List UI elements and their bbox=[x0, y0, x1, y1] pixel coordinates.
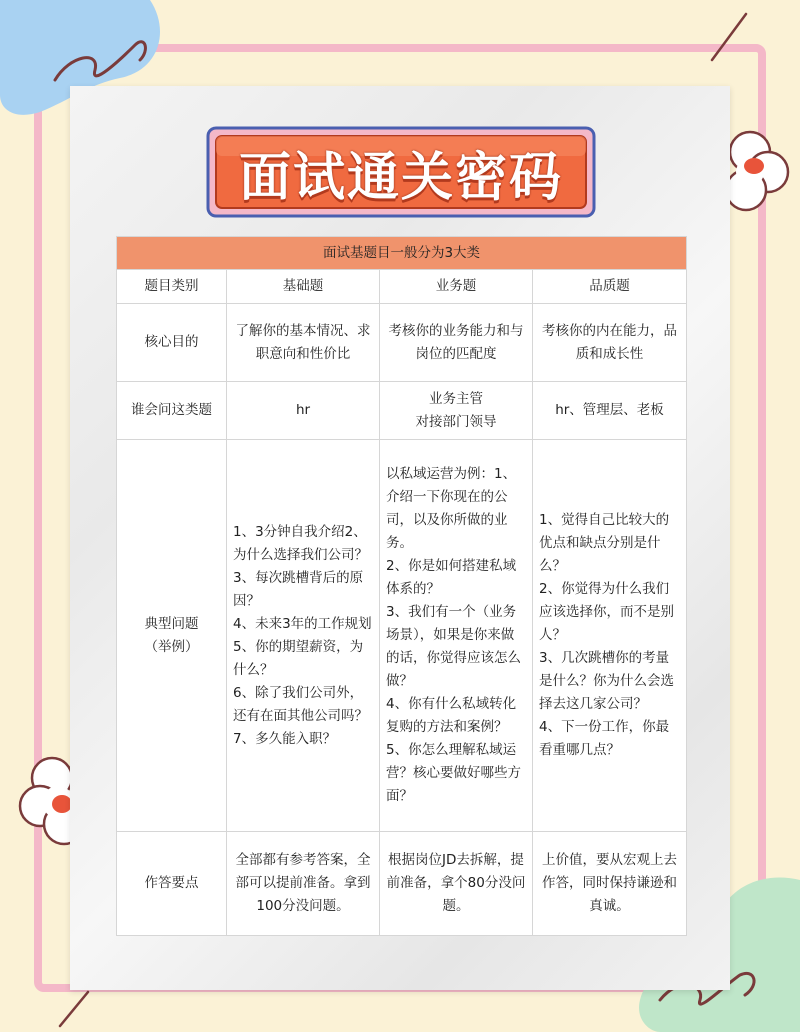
table-cell: 根据岗位JD去拆解，提前准备，拿个80分没问题。 bbox=[380, 832, 533, 936]
header-business: 业务题 bbox=[380, 270, 533, 304]
header-quality: 品质题 bbox=[533, 270, 687, 304]
page-title: 面试通关密码 bbox=[238, 147, 563, 208]
table-cell: 1、觉得自己比较大的优点和缺点分别是什么？ 2、你觉得为什么我们应该选择你，而不是别人？ 3、几次跳槽你的考量是什么？你为什么会选择去这几家公司？ 4、下一份工作，你最看重哪几点？ bbox=[533, 440, 687, 832]
table-cell: hr bbox=[227, 382, 380, 440]
row-label: 谁会问这类题 bbox=[117, 382, 227, 440]
title-badge bbox=[206, 124, 596, 220]
table-cell: 全部都有参考答案，全部可以提前准备。拿到100分没问题。 bbox=[227, 832, 380, 936]
table-row bbox=[117, 832, 687, 936]
table-cell: 考核你的内在能力，品质和成长性 bbox=[533, 304, 687, 382]
table-row bbox=[117, 440, 687, 832]
table-cell: 业务主管 对接部门领导 bbox=[380, 382, 533, 440]
table-row bbox=[117, 382, 687, 440]
table-caption: 面试基题目一般分为3大类 bbox=[117, 237, 687, 270]
interview-table bbox=[116, 236, 687, 936]
header-basic: 基础题 bbox=[227, 270, 380, 304]
table-row bbox=[117, 304, 687, 382]
table-caption-row bbox=[117, 237, 687, 270]
table-cell: 考核你的业务能力和与岗位的匹配度 bbox=[380, 304, 533, 382]
row-label: 作答要点 bbox=[117, 832, 227, 936]
table-cell: 以私域运营为例：1、介绍一下你现在的公司，以及你所做的业务。 2、你是如何搭建私域体系的？ 3、我们有一个（业务场景），如果是你来做的话，你觉得应该怎么做？ 4、你有什么私域转化复购的方法和案例？ 5、你怎么理解私域运营？核心要做好哪些方面？ bbox=[380, 440, 533, 832]
table-cell: hr、管理层、老板 bbox=[533, 382, 687, 440]
table-header-row bbox=[117, 270, 687, 304]
table-cell: 1、3分钟自我介绍2、为什么选择我们公司？ 3、每次跳槽背后的原因？ 4、未来3年的工作规划 5、你的期望薪资，为什么？ 6、除了我们公司外，还有在面其他公司吗？ 7、多久能入职？ bbox=[227, 440, 380, 832]
table-cell: 上价值，要从宏观上去作答，同时保持谦逊和真诚。 bbox=[533, 832, 687, 936]
row-label: 典型问题 （举例） bbox=[117, 440, 227, 832]
row-label: 核心目的 bbox=[117, 304, 227, 382]
header-category: 题目类别 bbox=[117, 270, 227, 304]
table-cell: 了解你的基本情况、求职意向和性价比 bbox=[227, 304, 380, 382]
